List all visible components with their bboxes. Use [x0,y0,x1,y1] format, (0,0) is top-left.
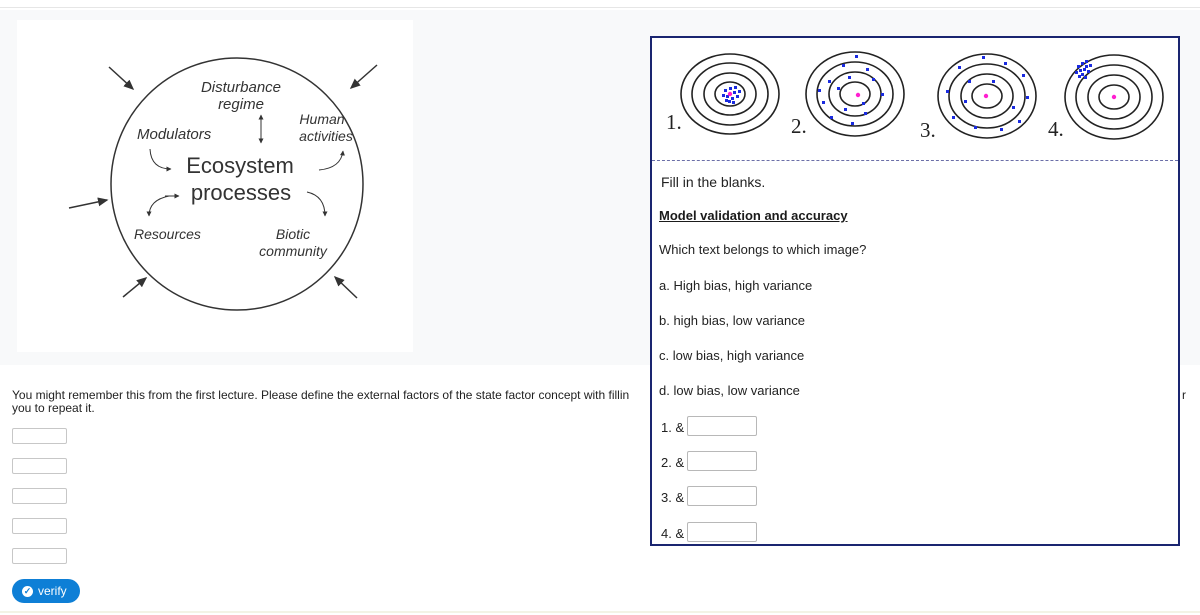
answer-label-1: 1. & [661,420,685,435]
instruction-line-1-tail: r [1182,388,1186,402]
answer-input-4[interactable] [687,522,757,542]
arrow-resources [149,196,169,216]
label-community: community [259,243,327,259]
arrow-bottom-left [123,278,146,297]
verify-button[interactable] [12,579,80,603]
target-3 [938,54,1036,138]
blank-input-4[interactable] [12,518,67,534]
blank-input-5[interactable] [12,548,67,564]
label-processes: processes [190,180,292,205]
fill-instruction: Fill in the blanks. [661,174,766,190]
quiz-panel [650,36,1180,546]
quiz-title: Model validation and accuracy [659,208,848,223]
arrow-top-right [351,65,377,88]
blank-input-1[interactable] [12,428,67,444]
label-disturbance: Disturbance [200,79,282,96]
target-1 [681,54,779,134]
ecosystem-diagram [17,20,413,352]
label-biotic: Biotic [275,226,311,242]
option-d: d. low bias, low variance [659,383,800,398]
label-ecosystem: Ecosystem [186,153,294,178]
option-a: a. High bias, high variance [659,278,813,293]
target-number-2: 2. [791,114,807,138]
label-modulators: Modulators [137,126,212,143]
blank-input-3[interactable] [12,488,67,504]
quiz-question: Which text belongs to which image? [659,242,867,257]
target-number-1: 1. [666,110,682,134]
verify-button-label: verify [38,584,67,598]
label-regime: regime [218,96,264,113]
check-icon: ✓ [23,585,32,596]
ecosystem-diagram-svg [17,20,413,352]
answer-label-2: 2. & [661,455,685,470]
answer-input-2[interactable] [687,451,757,471]
arrow-top-left [109,67,133,89]
target-number-3: 3. [920,118,936,142]
answer-label-3: 3. & [661,490,685,505]
answer-input-3[interactable] [687,486,757,506]
label-resources: Resources [134,226,201,242]
option-c: c. low bias, high variance [659,348,805,363]
panel-divider [652,160,1178,161]
label-activities: activities [299,128,353,144]
option-b: b. high bias, low variance [659,313,805,328]
label-human: Human [299,111,345,127]
blank-input-2[interactable] [12,458,67,474]
arrow-human [319,151,343,170]
top-divider [0,7,1200,8]
instruction-line-1: You might remember this from the first lecture. Please define the external factors of the state factor concept with fillin [12,388,630,402]
target-number-4: 4. [1048,117,1064,141]
arrow-bottom-right [335,277,357,298]
target-2 [806,52,904,136]
arrow-biotic [307,192,325,216]
answer-label-4: 4. & [661,526,685,541]
target-4 [1065,55,1163,139]
bottom-divider [0,611,1200,613]
instruction-line-2: you to repeat it. [12,401,95,415]
arrow-left [69,200,107,208]
target-images [652,38,1178,160]
answer-input-1[interactable] [687,416,757,436]
arrow-modulators [150,149,171,169]
